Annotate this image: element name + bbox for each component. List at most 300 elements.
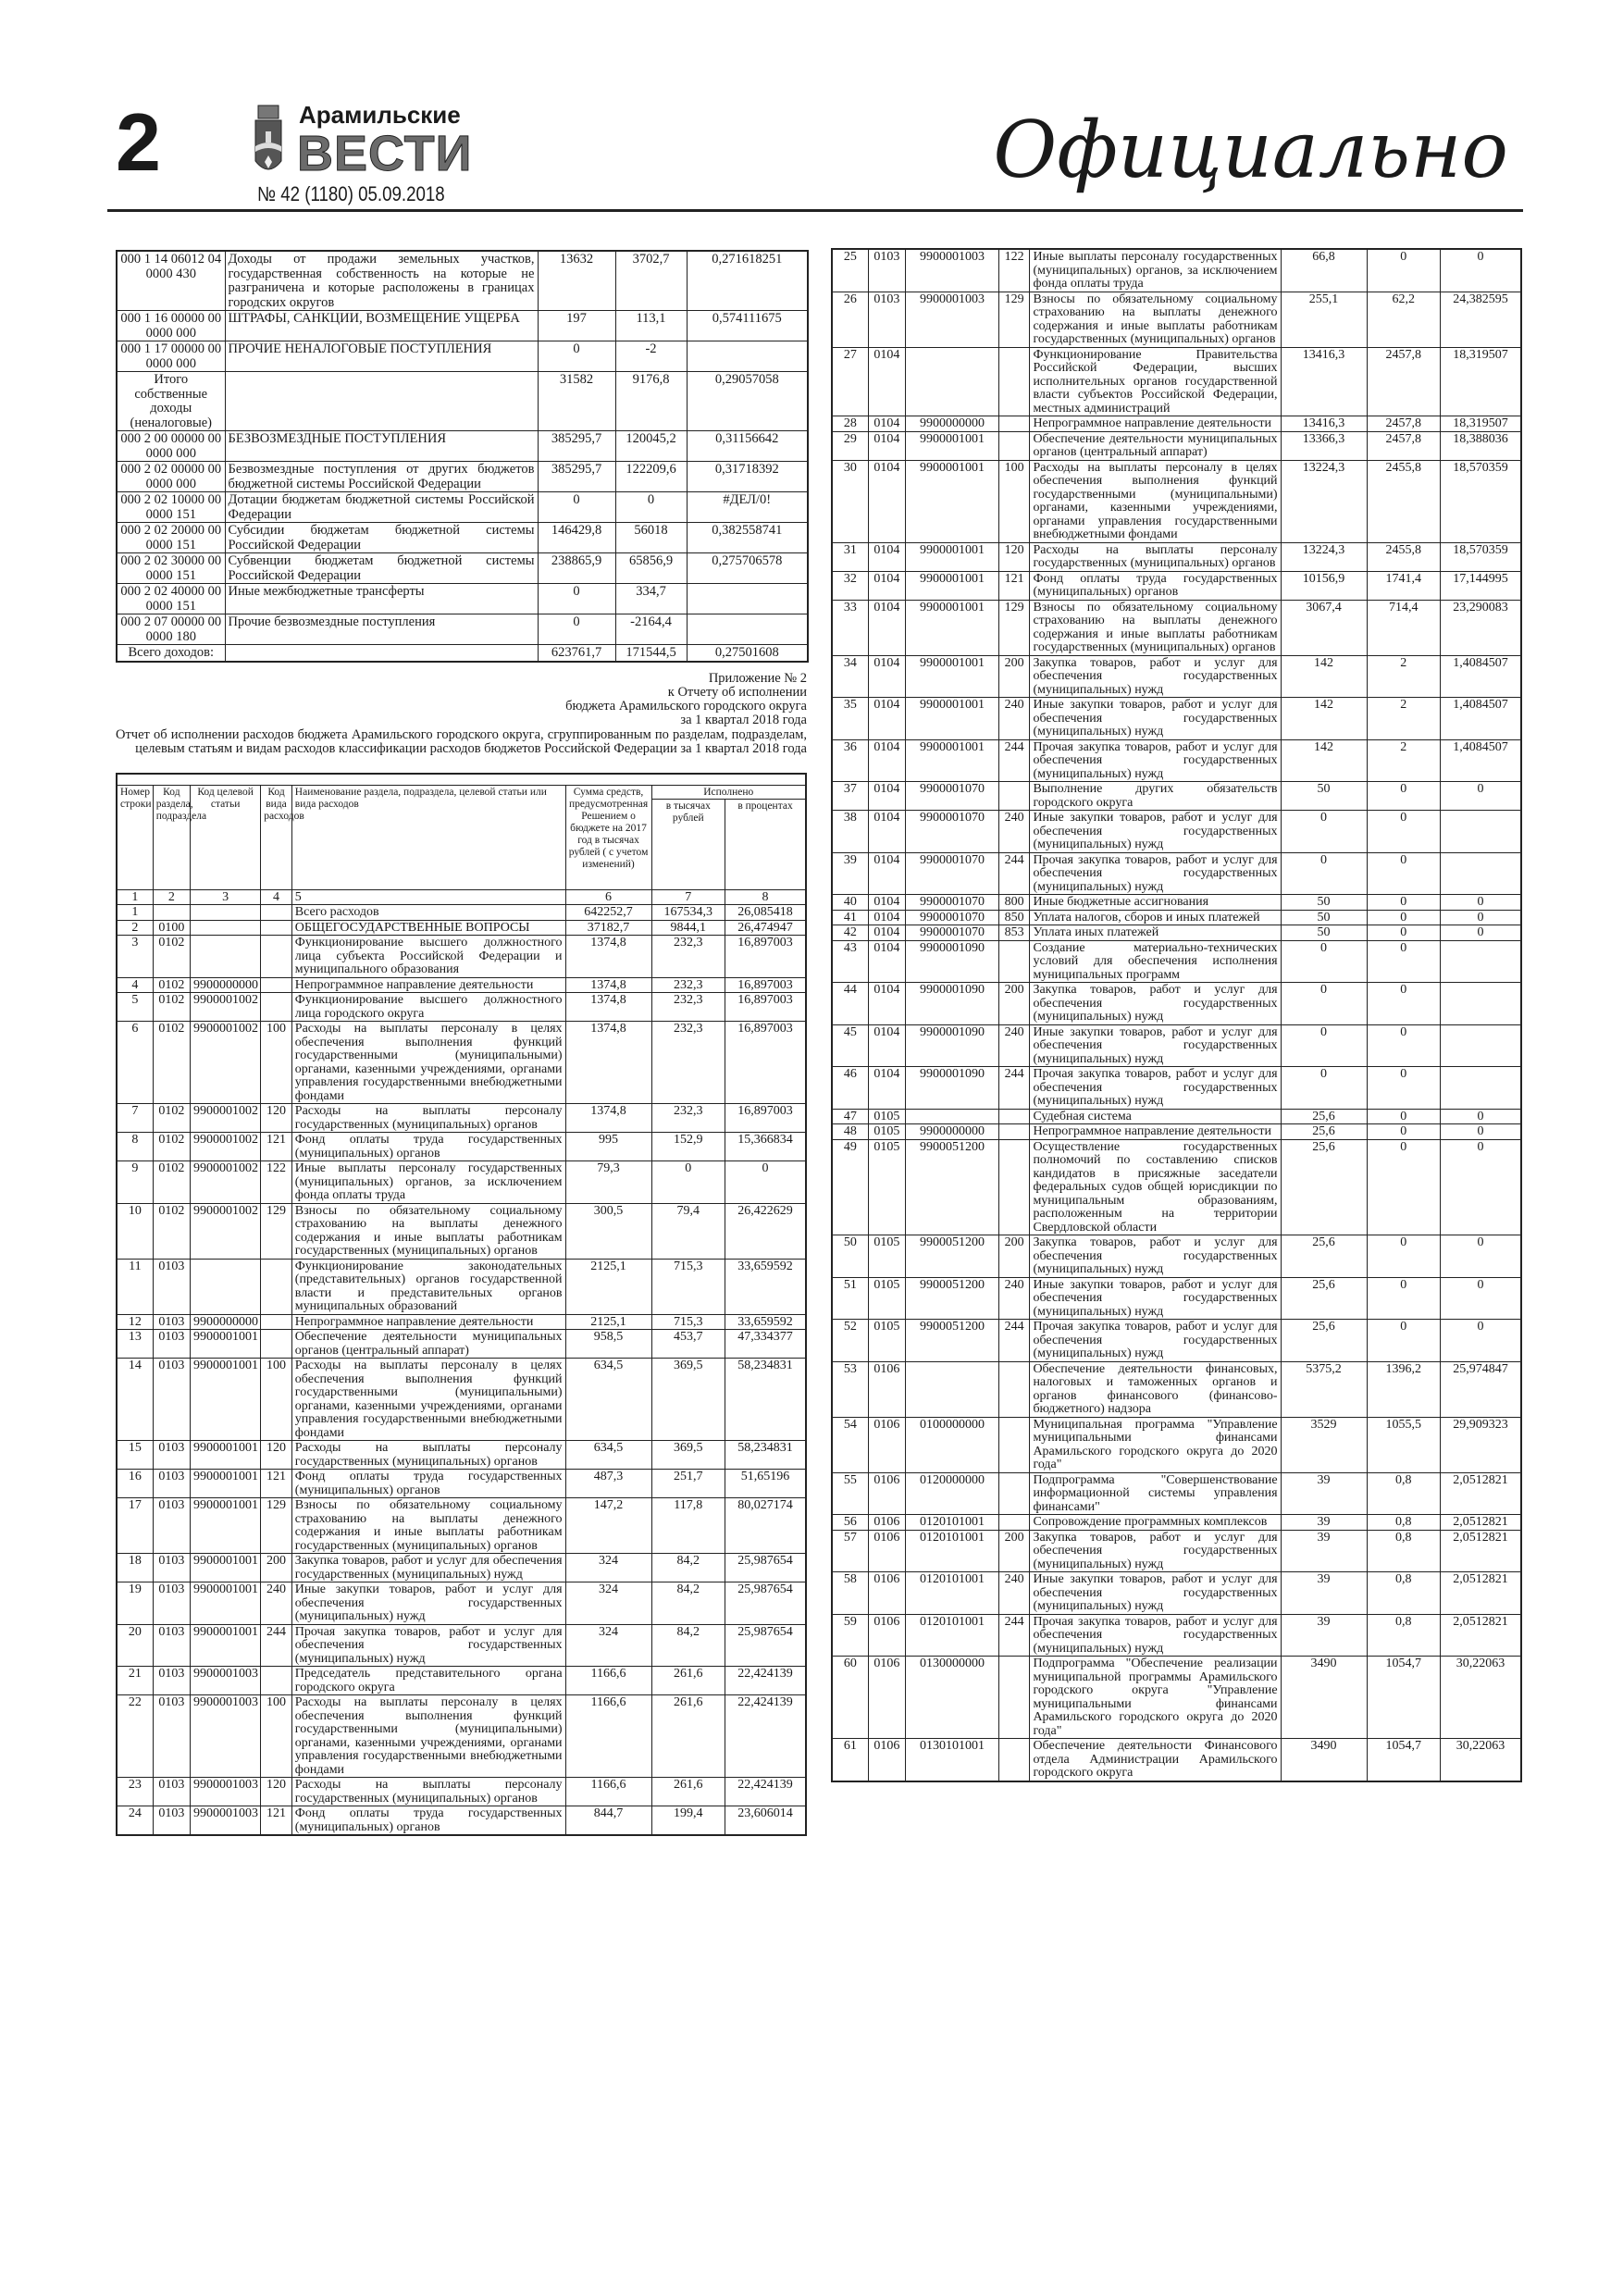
income-name: Дотации бюджетам бюджетной системы Российской Федерации xyxy=(225,492,538,523)
table-row xyxy=(117,311,808,341)
planned-amount: 324 xyxy=(565,1624,651,1667)
planned-amount: 25,6 xyxy=(1281,1124,1367,1140)
plan-amount: 146429,8 xyxy=(538,523,615,553)
table-row xyxy=(832,1320,1521,1362)
executed-amount: 0 xyxy=(1367,249,1441,292)
planned-amount: 147,2 xyxy=(565,1498,651,1554)
section-code: 0104 xyxy=(868,600,905,655)
executed-percent: 23,606014 xyxy=(725,1806,806,1836)
coat-of-arms-icon xyxy=(254,105,282,178)
section-code: 0105 xyxy=(868,1235,905,1278)
expense-name: Закупка товаров, работ и услуг для обеспечения государственных (муниципальных) нужд xyxy=(1030,1235,1281,1278)
planned-amount: 5375,2 xyxy=(1281,1361,1367,1417)
row-number: 11 xyxy=(117,1259,153,1314)
header-pct: в процентах xyxy=(725,799,806,889)
expense-type-code: 244 xyxy=(998,739,1030,782)
expense-name: Судебная система xyxy=(1030,1109,1281,1124)
section-code: 0103 xyxy=(153,1259,190,1314)
executed-percent: 0 xyxy=(725,1161,806,1204)
expense-name: ОБЩЕГОСУДАРСТВЕННЫЕ ВОПРОСЫ xyxy=(291,920,565,936)
table-row xyxy=(832,1515,1521,1531)
target-code: 9900001001 xyxy=(191,1441,261,1470)
executed-amount: 2455,8 xyxy=(1367,460,1441,542)
expense-type-code: 121 xyxy=(261,1133,292,1161)
section-code: 0104 xyxy=(868,782,905,811)
planned-amount: 1374,8 xyxy=(565,936,651,978)
plan-amount: 0 xyxy=(538,584,615,614)
executed-percent: 0 xyxy=(1441,1139,1521,1235)
row-number: 54 xyxy=(832,1417,868,1472)
executed-amount: 369,5 xyxy=(651,1441,725,1470)
executed-amount: 2457,8 xyxy=(1367,347,1441,416)
header-cs: Код целевой статьи xyxy=(191,785,261,889)
budget-code: Итого собственные доходы (неналоговые) xyxy=(117,372,225,431)
executed-amount: 0 xyxy=(1367,782,1441,811)
plan-amount: 31582 xyxy=(538,372,615,431)
expense-name: Сопровождение программных комплексов xyxy=(1030,1515,1281,1531)
row-number: 20 xyxy=(117,1624,153,1667)
section-code: 0106 xyxy=(868,1530,905,1572)
expense-name: Расходы на выплаты персоналу в целях обеспечения выполнения функций государственными (муниципальными) органами, казенными учреждениями, органами управления государственными внебюджетными фондами xyxy=(291,1359,565,1441)
planned-amount: 0 xyxy=(1281,811,1367,853)
executed-amount: 369,5 xyxy=(651,1359,725,1441)
row-number: 42 xyxy=(832,925,868,941)
table-row xyxy=(117,1806,806,1836)
section-code: 0105 xyxy=(868,1139,905,1235)
expense-type-code: 200 xyxy=(261,1554,292,1582)
table-row xyxy=(117,341,808,372)
section-code: 0106 xyxy=(868,1614,905,1657)
table-row xyxy=(117,553,808,584)
section-code: 0102 xyxy=(153,936,190,978)
expense-type-code: 200 xyxy=(998,983,1030,1025)
planned-amount: 25,6 xyxy=(1281,1277,1367,1320)
target-code: 9900001003 xyxy=(906,292,999,347)
header-name: Наименование раздела, подраздела, целевой статьи или вида расходов xyxy=(291,785,565,889)
expense-name: Закупка товаров, работ и услуг для обеспечения государственных (муниципальных) нужд xyxy=(1030,655,1281,698)
table-row xyxy=(832,698,1521,740)
target-code: 9900051200 xyxy=(906,1235,999,1278)
executed-percent: 18,570359 xyxy=(1441,460,1521,542)
expense-type-code xyxy=(998,1109,1030,1124)
expense-name: Непрограммное направление деятельности xyxy=(291,977,565,993)
expense-name: Фонд оплаты труда государственных (муниципальных) органов xyxy=(1030,571,1281,600)
executed-percent: 24,382595 xyxy=(1441,292,1521,347)
target-code: 9900001002 xyxy=(191,1161,261,1204)
target-code: 9900001002 xyxy=(191,1203,261,1259)
execution-ratio: 0,31718392 xyxy=(687,462,808,492)
target-code: 9900001002 xyxy=(191,1022,261,1104)
executed-amount: 2 xyxy=(1367,739,1441,782)
section-code: 0106 xyxy=(868,1572,905,1615)
executed-amount: 9844,1 xyxy=(651,920,725,936)
table-row xyxy=(832,1024,1521,1067)
expense-type-code xyxy=(261,920,292,936)
section-code: 0104 xyxy=(868,983,905,1025)
section-code: 0103 xyxy=(868,249,905,292)
expense-type-code: 129 xyxy=(998,600,1030,655)
section-code: 0104 xyxy=(868,460,905,542)
executed-percent: 30,22063 xyxy=(1441,1657,1521,1739)
section-code: 0104 xyxy=(868,925,905,941)
table-row xyxy=(117,1133,806,1161)
table-row xyxy=(117,1330,806,1359)
expense-name: Иные закупки товаров, работ и услуг для обеспечения государственных (муниципальных) нужд xyxy=(1030,1572,1281,1615)
expense-type-code: 100 xyxy=(261,1695,292,1778)
section-title: Официально xyxy=(993,105,1508,195)
executed-amount: 0 xyxy=(1367,1277,1441,1320)
section-code: 0104 xyxy=(868,655,905,698)
header-plan: Сумма средств, предусмотренная Решением о бюджете на 2017 год в тысячах рублей ( с учетом изменений) xyxy=(565,785,651,889)
executed-amount: 715,3 xyxy=(651,1259,725,1314)
section-code: 0104 xyxy=(868,739,905,782)
section-code: 0104 xyxy=(868,895,905,911)
row-number: 59 xyxy=(832,1614,868,1657)
planned-amount: 958,5 xyxy=(565,1330,651,1359)
executed-percent: 22,424139 xyxy=(725,1667,806,1695)
executed-amount: 152,9 xyxy=(651,1133,725,1161)
target-code: 9900001003 xyxy=(191,1778,261,1806)
table-row xyxy=(832,1739,1521,1781)
expense-type-code xyxy=(998,1124,1030,1140)
table-row xyxy=(832,655,1521,698)
header-rule xyxy=(107,209,1523,212)
row-number: 29 xyxy=(832,431,868,460)
planned-amount: 1374,8 xyxy=(565,1104,651,1133)
planned-amount: 642252,7 xyxy=(565,905,651,921)
expense-name: Уплата налогов, сборов и иных платежей xyxy=(1030,910,1281,925)
planned-amount: 13224,3 xyxy=(1281,542,1367,571)
expense-name: Расходы на выплаты персоналу государственных (муниципальных) органов xyxy=(291,1441,565,1470)
table-row xyxy=(117,431,808,462)
column-number-row xyxy=(117,889,806,905)
actual-amount: -2 xyxy=(615,341,687,372)
executed-amount: 714,4 xyxy=(1367,600,1441,655)
expense-type-code: 120 xyxy=(261,1104,292,1133)
row-number: 34 xyxy=(832,655,868,698)
section-code: 0102 xyxy=(153,1104,190,1133)
section-code: 0103 xyxy=(153,1806,190,1836)
expense-type-code xyxy=(261,1314,292,1330)
executed-amount: 0 xyxy=(1367,925,1441,941)
expense-name: Иные закупки товаров, работ и услуг для обеспечения государственных (муниципальных) нужд xyxy=(1030,698,1281,740)
expense-type-code: 120 xyxy=(261,1778,292,1806)
planned-amount: 13366,3 xyxy=(1281,431,1367,460)
actual-amount: 171544,5 xyxy=(615,645,687,662)
actual-amount: 122209,6 xyxy=(615,462,687,492)
executed-amount: 2 xyxy=(1367,698,1441,740)
expense-type-code xyxy=(998,416,1030,432)
executed-amount: 232,3 xyxy=(651,1104,725,1133)
executed-percent: 25,987654 xyxy=(725,1624,806,1667)
planned-amount: 1166,6 xyxy=(565,1778,651,1806)
execution-ratio xyxy=(687,584,808,614)
executed-amount: 84,2 xyxy=(651,1554,725,1582)
row-number: 51 xyxy=(832,1277,868,1320)
table-row xyxy=(117,492,808,523)
table-row xyxy=(117,645,808,662)
row-number: 6 xyxy=(117,1022,153,1104)
table-row xyxy=(117,1161,806,1204)
row-number: 52 xyxy=(832,1320,868,1362)
section-code: 0106 xyxy=(868,1472,905,1515)
planned-amount: 39 xyxy=(1281,1614,1367,1657)
table-row xyxy=(832,739,1521,782)
target-code xyxy=(906,1109,999,1124)
row-number: 9 xyxy=(117,1161,153,1204)
budget-code: 000 2 02 00000 00 0000 000 xyxy=(117,462,225,492)
target-code: 9900001003 xyxy=(191,1695,261,1778)
expense-name: Расходы на выплаты персоналу в целях обеспечения выполнения функций государственными (муниципальными) органами, казенными учреждениями, органами управления государственными внебюджетными фондами xyxy=(1030,460,1281,542)
planned-amount: 39 xyxy=(1281,1572,1367,1615)
executed-amount: 715,3 xyxy=(651,1314,725,1330)
section-code: 0102 xyxy=(153,993,190,1022)
logo-title-small: Арамильские xyxy=(299,101,461,129)
execution-ratio: 0,31156642 xyxy=(687,431,808,462)
expense-type-code: 100 xyxy=(998,460,1030,542)
target-code: 9900001001 xyxy=(191,1554,261,1582)
executed-amount: 1054,7 xyxy=(1367,1739,1441,1781)
expense-name: Прочая закупка товаров, работ и услуг для обеспечения государственных (муниципальных) нужд xyxy=(1030,739,1281,782)
executed-percent: 0 xyxy=(1441,895,1521,911)
appendix-line: за 1 квартал 2018 года xyxy=(680,712,807,727)
target-code: 9900051200 xyxy=(906,1139,999,1235)
expense-type-code: 122 xyxy=(261,1161,292,1204)
executed-amount: 0 xyxy=(1367,1124,1441,1140)
actual-amount: 0 xyxy=(615,492,687,523)
row-number: 47 xyxy=(832,1109,868,1124)
table-row xyxy=(117,462,808,492)
table-row xyxy=(117,1022,806,1104)
target-code xyxy=(906,347,999,416)
planned-amount: 634,5 xyxy=(565,1359,651,1441)
executed-amount: 199,4 xyxy=(651,1806,725,1836)
expense-type-code xyxy=(998,1139,1030,1235)
executed-percent: 2,0512821 xyxy=(1441,1614,1521,1657)
appendix-line: бюджета Арамильского городского округа xyxy=(565,698,807,714)
blank-row xyxy=(117,774,806,786)
executed-percent: 26,474947 xyxy=(725,920,806,936)
expense-name: Функционирование высшего должностного лица городского округа xyxy=(291,993,565,1022)
row-number: 14 xyxy=(117,1359,153,1441)
plan-amount: 0 xyxy=(538,341,615,372)
target-code: 0130101001 xyxy=(906,1739,999,1781)
executed-percent: 23,290083 xyxy=(1441,600,1521,655)
executed-percent xyxy=(1441,1024,1521,1067)
header-razdel: Код раздела, подраздела xyxy=(153,785,190,889)
left-column xyxy=(116,250,807,1836)
issue-number-date: № 42 (1180) 05.09.2018 xyxy=(257,182,445,205)
appendix-line: к Отчету об исполнении xyxy=(667,684,807,700)
execution-ratio: #ДЕЛ/0! xyxy=(687,492,808,523)
section-code: 0103 xyxy=(153,1330,190,1359)
target-code: 9900001003 xyxy=(906,249,999,292)
row-number: 25 xyxy=(832,249,868,292)
target-code: 0120101001 xyxy=(906,1614,999,1657)
budget-code: Всего доходов: xyxy=(117,645,225,662)
row-number: 24 xyxy=(117,1806,153,1836)
expense-type-code xyxy=(998,1515,1030,1531)
table-row xyxy=(117,1441,806,1470)
target-code: 9900001070 xyxy=(906,910,999,925)
target-code: 9900000000 xyxy=(191,1314,261,1330)
row-number: 12 xyxy=(117,1314,153,1330)
planned-amount: 25,6 xyxy=(1281,1235,1367,1278)
table-row xyxy=(832,895,1521,911)
executed-percent: 80,027174 xyxy=(725,1498,806,1554)
expense-name: Функционирование законодательных (представительных) органов государственной власти и представительных органов муниципальных образований xyxy=(291,1259,565,1314)
table-row xyxy=(117,905,806,921)
planned-amount: 1374,8 xyxy=(565,993,651,1022)
row-number: 56 xyxy=(832,1515,868,1531)
executed-amount: 1396,2 xyxy=(1367,1361,1441,1417)
table-row xyxy=(117,936,806,978)
income-name: Безвозмездные поступления от других бюджетов бюджетной системы Российской Федерации xyxy=(225,462,538,492)
expense-type-code xyxy=(998,1417,1030,1472)
expense-type-code: 121 xyxy=(998,571,1030,600)
expense-name: Выполнение других обязательств городского округа xyxy=(1030,782,1281,811)
expense-type-code: 121 xyxy=(261,1806,292,1836)
expense-type-code: 121 xyxy=(261,1470,292,1498)
expense-name: Прочая закупка товаров, работ и услуг для обеспечения государственных (муниципальных) нужд xyxy=(291,1624,565,1667)
planned-amount: 3529 xyxy=(1281,1417,1367,1472)
expense-name: Подпрограмма "Совершенствование информационной системы управления финансами" xyxy=(1030,1472,1281,1515)
executed-amount: 0 xyxy=(1367,1235,1441,1278)
target-code: 9900001001 xyxy=(906,542,999,571)
executed-percent xyxy=(1441,940,1521,983)
executed-percent: 18,319507 xyxy=(1441,416,1521,432)
executed-percent: 2,0512821 xyxy=(1441,1515,1521,1531)
executed-percent xyxy=(1441,983,1521,1025)
expense-type-code xyxy=(261,1667,292,1695)
expense-name: Непрограммное направление деятельности xyxy=(1030,416,1281,432)
execution-ratio: 0,382558741 xyxy=(687,523,808,553)
column-number: 3 xyxy=(191,889,261,905)
row-number: 27 xyxy=(832,347,868,416)
executed-percent: 47,334377 xyxy=(725,1330,806,1359)
row-number: 23 xyxy=(117,1778,153,1806)
budget-code: 000 1 16 00000 00 0000 000 xyxy=(117,311,225,341)
planned-amount: 0 xyxy=(1281,983,1367,1025)
expense-name: Прочая закупка товаров, работ и услуг для обеспечения государственных (муниципальных) нужд xyxy=(1030,1067,1281,1110)
section-code: 0102 xyxy=(153,1022,190,1104)
planned-amount: 1374,8 xyxy=(565,977,651,993)
row-number: 22 xyxy=(117,1695,153,1778)
executed-percent: 2,0512821 xyxy=(1441,1472,1521,1515)
planned-amount: 1374,8 xyxy=(565,1022,651,1104)
section-code: 0104 xyxy=(868,852,905,895)
table-row xyxy=(832,1530,1521,1572)
actual-amount: 65856,9 xyxy=(615,553,687,584)
execution-ratio: 0,29057058 xyxy=(687,372,808,431)
executed-percent: 33,659592 xyxy=(725,1259,806,1314)
expense-name: Взносы по обязательному социальному страхованию на выплаты денежного содержания и иные выплаты работникам государственных (муниципальных) органов xyxy=(291,1203,565,1259)
expense-type-code xyxy=(261,993,292,1022)
table-row xyxy=(832,910,1521,925)
executed-amount: 0 xyxy=(1367,983,1441,1025)
section-code: 0103 xyxy=(153,1498,190,1554)
plan-amount: 0 xyxy=(538,492,615,523)
target-code: 9900001001 xyxy=(906,655,999,698)
section-code: 0105 xyxy=(868,1277,905,1320)
executed-amount: 0 xyxy=(1367,1024,1441,1067)
executed-percent: 51,65196 xyxy=(725,1470,806,1498)
appendix-line: Приложение № 2 xyxy=(708,670,807,686)
planned-amount: 3067,4 xyxy=(1281,600,1367,655)
expense-type-code: 129 xyxy=(261,1498,292,1554)
planned-amount: 50 xyxy=(1281,910,1367,925)
executed-percent: 25,987654 xyxy=(725,1554,806,1582)
expense-name: Расходы на выплаты персоналу государственных (муниципальных) органов xyxy=(291,1778,565,1806)
executed-amount: 62,2 xyxy=(1367,292,1441,347)
planned-amount: 50 xyxy=(1281,895,1367,911)
budget-code: 000 2 00 00000 00 0000 000 xyxy=(117,431,225,462)
planned-amount: 0 xyxy=(1281,940,1367,983)
row-number: 57 xyxy=(832,1530,868,1572)
target-code: 9900001090 xyxy=(906,940,999,983)
planned-amount: 37182,7 xyxy=(565,920,651,936)
executed-amount: 0,8 xyxy=(1367,1472,1441,1515)
expense-type-code xyxy=(998,1657,1030,1739)
section-code: 0106 xyxy=(868,1515,905,1531)
table-row xyxy=(832,940,1521,983)
table-row xyxy=(117,1624,806,1667)
executed-percent: 18,388036 xyxy=(1441,431,1521,460)
target-code: 9900001003 xyxy=(191,1667,261,1695)
section-code: 0104 xyxy=(868,416,905,432)
executed-amount: 261,6 xyxy=(651,1778,725,1806)
expense-name: Прочая закупка товаров, работ и услуг для обеспечения государственных (муниципальных) нужд xyxy=(1030,852,1281,895)
expense-name: Иные выплаты персоналу государственных (муниципальных) органов, за исключением фонда оплаты труда xyxy=(1030,249,1281,292)
planned-amount: 0 xyxy=(1281,852,1367,895)
expense-name: Муниципальная программа "Управление муниципальными финансами Арамильского городского округа до 2020 года" xyxy=(1030,1417,1281,1472)
section-code: 0106 xyxy=(868,1657,905,1739)
header-vr: Код вида расходов xyxy=(261,785,292,889)
executed-percent: 0 xyxy=(1441,1109,1521,1124)
executed-amount: 1054,7 xyxy=(1367,1657,1441,1739)
row-number: 16 xyxy=(117,1470,153,1498)
target-code: 0120000000 xyxy=(906,1472,999,1515)
row-number: 8 xyxy=(117,1133,153,1161)
table-row xyxy=(117,372,808,431)
execution-ratio: 0,271618251 xyxy=(687,251,808,311)
executed-amount: 232,3 xyxy=(651,1022,725,1104)
income-name: Прочие безвозмездные поступления xyxy=(225,614,538,645)
actual-amount: -2164,4 xyxy=(615,614,687,645)
section-code: 0103 xyxy=(153,1778,190,1806)
target-code: 9900051200 xyxy=(906,1277,999,1320)
target-code xyxy=(191,920,261,936)
expense-table-right xyxy=(831,248,1522,1782)
plan-amount: 238865,9 xyxy=(538,553,615,584)
expense-type-code xyxy=(261,977,292,993)
target-code: 9900000000 xyxy=(906,416,999,432)
expense-type-code xyxy=(998,1361,1030,1417)
section-code: 0103 xyxy=(868,292,905,347)
target-code: 9900001002 xyxy=(191,1104,261,1133)
executed-amount: 453,7 xyxy=(651,1330,725,1359)
target-code: 9900001001 xyxy=(906,739,999,782)
row-number: 5 xyxy=(117,993,153,1022)
executed-percent: 33,659592 xyxy=(725,1314,806,1330)
executed-amount: 1741,4 xyxy=(1367,571,1441,600)
executed-percent: 0 xyxy=(1441,1124,1521,1140)
section-code: 0102 xyxy=(153,1133,190,1161)
expense-name: Взносы по обязательному социальному страхованию на выплаты денежного содержания и иные выплаты работникам государственных (муниципальных) органов xyxy=(1030,600,1281,655)
table-row xyxy=(832,1361,1521,1417)
executed-percent: 30,22063 xyxy=(1441,1739,1521,1781)
table-row xyxy=(832,347,1521,416)
